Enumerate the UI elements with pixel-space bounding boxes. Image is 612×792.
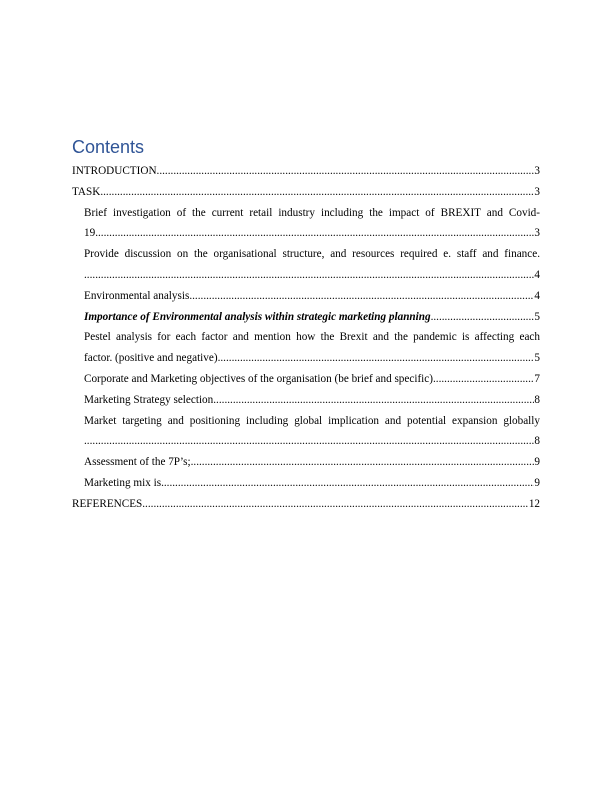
toc-page-number: 3 <box>534 165 540 177</box>
toc-entry-label: Assessment of the 7P’s; <box>84 456 191 469</box>
toc-entry-environmental-analysis[interactable] <box>72 286 540 307</box>
toc-page-number: 8 <box>534 435 540 448</box>
toc-entry-label: Corporate and Marketing objectives of the organisation (be brief and specific) <box>84 372 433 385</box>
toc-entry-label-line1: Brief investigation of the current retail industry including the impact of BREXIT and Covid- <box>84 206 540 219</box>
toc-entry-organisational-structure[interactable] <box>72 244 540 286</box>
toc-entry-label: 19 <box>84 227 96 240</box>
toc-page-number: 5 <box>534 352 540 365</box>
toc-leader-dots <box>84 265 534 286</box>
toc-page-number: 3 <box>534 227 540 240</box>
toc-leader-dots <box>218 348 535 369</box>
toc-entry-label-line1: Pestel analysis for each factor and mention how the Brexit and the pandemic is affecting each <box>84 331 540 344</box>
toc-leader-dots <box>189 286 534 307</box>
toc-leader-dots <box>100 182 534 203</box>
toc-leader-dots <box>213 390 534 411</box>
toc-entry-label-line1: Provide discussion on the organisational structure, and resources required e. staff and finance. <box>84 248 540 261</box>
toc-entry-marketing-mix[interactable] <box>72 473 540 494</box>
toc-page-number: 5 <box>534 310 540 323</box>
toc-page-number: 9 <box>534 456 540 469</box>
toc-page-number: 12 <box>528 497 540 510</box>
toc-entry-label: Environmental analysis <box>84 289 190 302</box>
toc-entry-label: REFERENCES <box>72 497 143 510</box>
toc-entry-references[interactable] <box>72 494 540 515</box>
toc-page-number: 3 <box>534 185 540 198</box>
toc-entry-label: factor. (positive and negative) <box>84 352 218 365</box>
toc-entry-seven-ps[interactable] <box>72 452 540 473</box>
toc-entry-pestel-analysis[interactable] <box>72 327 540 369</box>
toc-page-number: 8 <box>534 393 540 406</box>
toc-entry-label: INTRODUCTION <box>72 165 157 177</box>
toc-entry-market-targeting[interactable] <box>72 411 540 453</box>
toc-leader-dots <box>142 494 529 515</box>
toc-page-number: 4 <box>534 289 540 302</box>
toc-entry-retail-industry[interactable] <box>72 203 540 245</box>
toc-leader-dots <box>84 431 534 452</box>
table-of-contents <box>72 136 540 515</box>
toc-page-number: 4 <box>534 268 540 281</box>
toc-entry-label: TASK <box>72 185 101 198</box>
toc-entry-importance-environmental[interactable] <box>72 307 540 328</box>
toc-entry-task[interactable] <box>72 182 540 203</box>
toc-leader-dots <box>191 452 535 473</box>
toc-entry-label: Importance of Environmental analysis within strategic marketing planning <box>84 310 431 323</box>
toc-leader-dots <box>95 223 534 244</box>
toc-heading: Contents <box>72 137 145 157</box>
toc-entry-introduction[interactable] <box>72 161 540 182</box>
toc-leader-dots <box>161 473 534 494</box>
toc-entry-label: Marketing mix is <box>84 476 162 489</box>
toc-page-number: 7 <box>534 372 540 385</box>
toc-entry-corporate-objectives[interactable] <box>72 369 540 390</box>
toc-entry-label: Marketing Strategy selection <box>84 393 214 406</box>
toc-page-number: 9 <box>534 476 540 489</box>
toc-leader-dots <box>157 161 535 182</box>
toc-leader-dots <box>431 307 535 328</box>
toc-entry-marketing-strategy[interactable] <box>72 390 540 411</box>
toc-entry-label-line1: Market targeting and positioning including global implication and potential expansion globally <box>84 414 540 427</box>
toc-leader-dots <box>433 369 534 390</box>
